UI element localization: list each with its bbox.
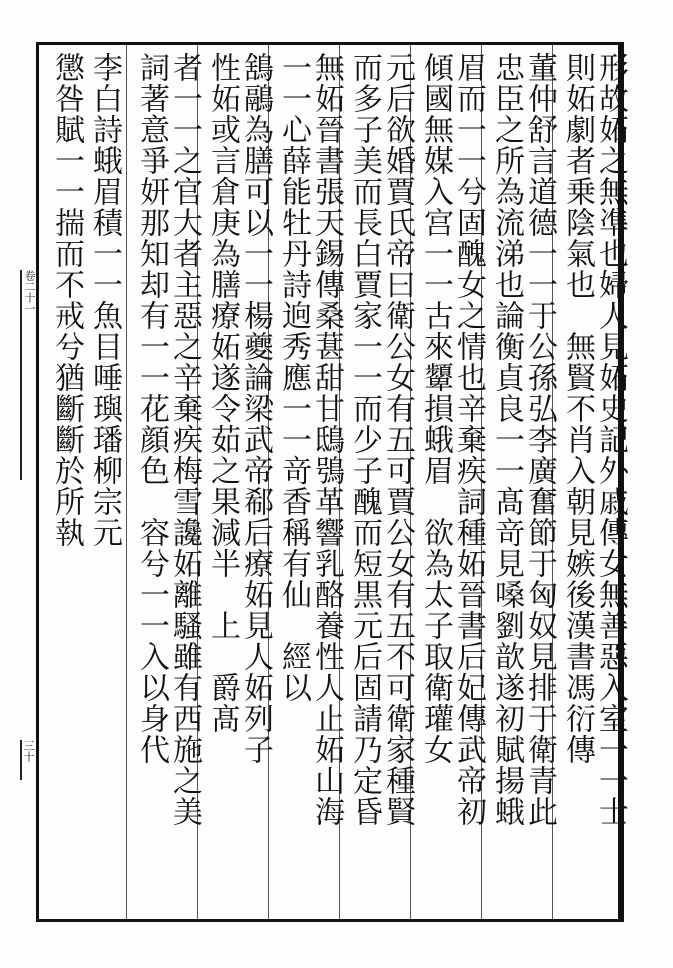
text-column-12: 性妬或言倉庚為膳療妬遂令茹之果減半 上 爵髙 [205,52,240,734]
text-column-6: 傾國無媒入宫一一古來顰損蛾眉 欲為太子取衛瓘女 [418,52,453,765]
text-column-1: 形故妬之無凖也婦人見妬史記外戚傳女無善惡入室一一士 [593,52,628,827]
text-column-10: 一一心薛能牡丹詩逈秀應一一竒香稱有仙 經以 [276,52,311,703]
text-column-14: 詞著意爭妍那知却有一一花顔色 容兮一一入以身代 [134,52,169,765]
text-column-4: 忠臣之所為流涕也論衡貞良一一髙竒見嗓劉歆遂初賦揚蛾 [489,52,524,827]
fold-page-number: 三十 [20,740,36,780]
page-edge [0,0,36,968]
text-column-11: 鵨鷊為膳可以一一楊夔論梁武帝郗后療妬見人妬列子 [238,52,273,765]
text-column-3: 董仲舒言道德一一于公孫弘李廣奮節于匈奴見排于衛青此 [522,52,557,827]
fold-label: 卷二十一 [20,270,37,480]
text-column-16: 懲咎賦一一揣而不戒兮猶斷斷於所執 [49,52,84,548]
text-column-2: 則妬劇者乗陰氣也 無賢不肖入朝見嫉後漢書馮衍傳 [560,52,595,765]
text-column-13: 者一一之官大者主惡之辛棄疾梅雪讒妬離騷雖有西施之美 [167,52,202,827]
text-column-7: 元后欲婚賈氏帝曰衛公女有五可賈公女有五不可衛家種賢 [380,52,415,827]
text-column-8: 而多子美而長白賈家一一而少子醜而短黒元后固請乃定昏 [347,52,382,827]
text-column-5: 眉而一一兮固醜女之情也辛棄疾詞種妬晉書后妃傳武帝初 [451,52,486,827]
text-column-9: 無妬晉書張天錫傳桑葚甜甘鴟鴞革響乳酪養性人止妬山海 [309,52,344,827]
text-column-15: 李白詩蛾眉積一一魚目唾璵璠柳宗元 [87,52,122,548]
